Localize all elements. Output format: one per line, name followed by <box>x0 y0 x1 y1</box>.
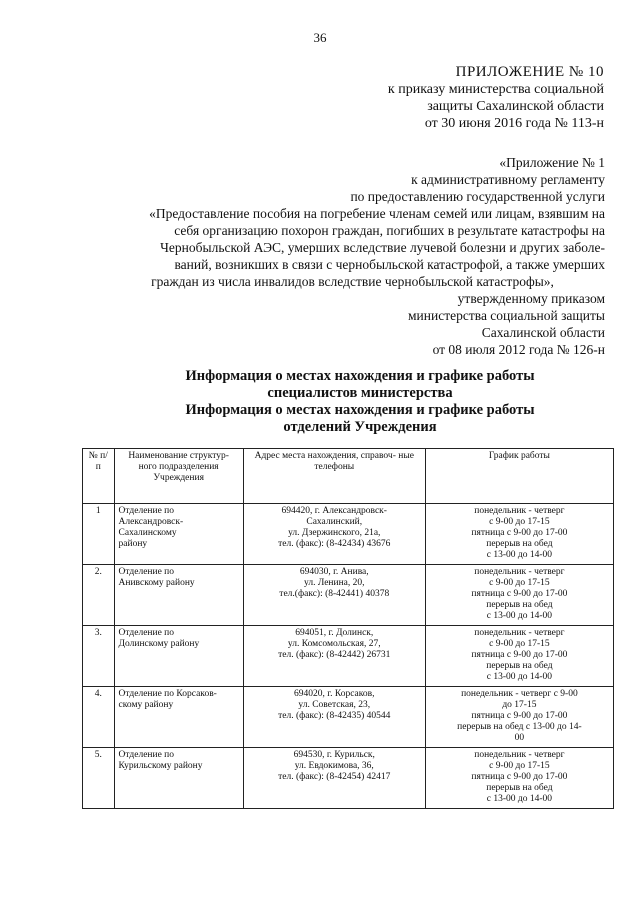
cell-line: понедельник - четверг <box>474 506 565 516</box>
cell-line: тел. (факс): (8-42434) 43676 <box>278 539 391 549</box>
row-name <box>114 504 243 565</box>
row-schedule <box>425 504 613 565</box>
table-row <box>83 687 614 748</box>
header-schedule: График работы <box>425 449 613 504</box>
cell-line: с 13-00 до 14-00 <box>486 794 553 804</box>
row-address <box>243 687 425 748</box>
section-heading <box>170 368 550 436</box>
regulation-line: «Предоставление пособия на погребение членам семей или лицам, взявшим на <box>149 206 605 221</box>
cell-line: до 17-15 <box>502 700 537 710</box>
cell-line: ул. Евдокимова, 36, <box>294 761 374 771</box>
table-row <box>83 565 614 626</box>
cell-line: понедельник - четверг с 9-00 <box>461 689 578 699</box>
row-number: 3. <box>83 626 115 687</box>
cell-line: 694530, г. Курильск, <box>293 750 375 760</box>
offices-table <box>82 448 614 809</box>
cell-line: с 13-00 до 14-00 <box>486 611 553 621</box>
appendix-line: защиты Сахалинской области <box>427 99 604 114</box>
row-name <box>114 748 243 809</box>
cell-line: пятница с 9-00 до 17-00 <box>471 528 568 538</box>
appendix-title: ПРИЛОЖЕНИЕ № 10 <box>455 64 604 80</box>
cell-line: 694420, г. Александровск- <box>281 506 387 516</box>
cell-line: Долинскому району <box>118 639 200 649</box>
table-row <box>83 748 614 809</box>
heading-line: отделений Учреждения <box>283 419 437 435</box>
regulation-line: «Приложение № 1 <box>499 155 605 170</box>
regulation-line: утвержденному приказом <box>457 291 605 306</box>
page-number: 36 <box>313 30 327 45</box>
cell-line: ул. Дзержинского, 21а, <box>288 528 381 538</box>
row-name <box>114 687 243 748</box>
cell-line: Анивскому району <box>118 578 195 588</box>
cell-line: району <box>118 539 148 549</box>
regulation-line: себя организацию похорон граждан, погибших в результате катастрофы на <box>174 223 605 238</box>
row-address <box>243 748 425 809</box>
cell-line: ул. Советская, 23, <box>298 700 371 710</box>
regulation-line: к административному регламенту <box>411 172 605 187</box>
regulation-line: ваний, возникших в связи с чернобыльской катастрофой, а также умерших <box>174 257 605 272</box>
regulation-line: от 08 июля 2012 года № 126-н <box>432 342 605 357</box>
cell-line: Александровск- <box>118 517 184 527</box>
heading-line: Информация о местах нахождения и графике работы <box>185 368 535 384</box>
regulation-line: Сахалинской области <box>481 325 605 340</box>
cell-line: перерыв на обед <box>486 539 553 549</box>
cell-line: перерыв на обед <box>486 600 553 610</box>
cell-line: 694020, г. Корсаков, <box>294 689 375 699</box>
regulation-line: министерства социальной защиты <box>408 308 605 323</box>
row-schedule <box>425 687 613 748</box>
row-schedule <box>425 565 613 626</box>
cell-line: перерыв на обед <box>486 783 553 793</box>
cell-line: с 13-00 до 14-00 <box>486 672 553 682</box>
heading-line: Информация о местах нахождения и графике работы <box>185 402 535 418</box>
cell-line: Отделение по <box>118 567 175 577</box>
row-number: 5. <box>83 748 115 809</box>
header-address: Адрес места нахождения, справоч- ные телефоны <box>243 449 425 504</box>
regulation-block <box>100 154 605 358</box>
row-name <box>114 626 243 687</box>
heading-line: специалистов министерства <box>267 385 453 401</box>
regulation-line: по предоставлению государственной услуги <box>350 189 605 204</box>
cell-line: пятница с 9-00 до 17-00 <box>471 650 568 660</box>
cell-line: Отделение по <box>118 750 175 760</box>
table-row <box>83 504 614 565</box>
appendix-line: от 30 июня 2016 года № 113-н <box>424 116 604 131</box>
cell-line: ул. Комсомольская, 27, <box>287 639 381 649</box>
cell-line: перерыв на обед <box>486 661 553 671</box>
row-schedule <box>425 626 613 687</box>
table-header-row <box>83 449 614 504</box>
cell-line: понедельник - четверг <box>474 567 565 577</box>
cell-line: 00 <box>514 733 525 743</box>
row-number: 4. <box>83 687 115 748</box>
cell-line: скому району <box>118 700 174 710</box>
row-name <box>114 565 243 626</box>
row-address <box>243 504 425 565</box>
cell-line: ул. Ленина, 20, <box>304 578 365 588</box>
cell-line: с 9-00 до 17-15 <box>489 639 550 649</box>
regulation-line: граждан из числа инвалидов вследствие чернобыльской катастрофы», <box>151 274 554 289</box>
cell-line: тел. (факс): (8-42454) 42417 <box>278 772 391 782</box>
cell-line: 694051, г. Долинск, <box>295 628 374 638</box>
cell-line: пятница с 9-00 до 17-00 <box>471 589 568 599</box>
cell-line: понедельник - четверг <box>474 750 565 760</box>
cell-line: с 9-00 до 17-15 <box>489 761 550 771</box>
appendix-line: к приказу министерства социальной <box>387 82 604 97</box>
header-name: Наименование структур- ного подразделения Учреждения <box>114 449 243 504</box>
cell-line: тел. (факс): (8-42435) 40544 <box>278 711 391 721</box>
cell-line: тел.(факс): (8-42441) 40378 <box>279 589 390 599</box>
regulation-line: Чернобыльской АЭС, умерших вследствие лучевой болезни и других заболе- <box>160 240 605 255</box>
cell-line: Сахалинский, <box>306 517 363 527</box>
row-schedule <box>425 748 613 809</box>
cell-line: Отделение по <box>118 628 175 638</box>
table-row <box>83 626 614 687</box>
row-address <box>243 565 425 626</box>
cell-line: Отделение по Корсаков- <box>118 689 217 699</box>
row-address <box>243 626 425 687</box>
cell-line: пятница с 9-00 до 17-00 <box>471 711 568 721</box>
cell-line: Сахалинскому <box>118 528 177 538</box>
cell-line: Отделение по <box>118 506 175 516</box>
cell-line: 694030, г. Анива, <box>299 567 369 577</box>
row-number: 2. <box>83 565 115 626</box>
header-number: № п/п <box>83 449 115 504</box>
cell-line: пятница с 9-00 до 17-00 <box>471 772 568 782</box>
cell-line: с 9-00 до 17-15 <box>489 517 550 527</box>
cell-line: понедельник - четверг <box>474 628 565 638</box>
cell-line: с 9-00 до 17-15 <box>489 578 550 588</box>
cell-line: перерыв на обед с 13-00 до 14- <box>457 722 582 732</box>
cell-line: Курильскому району <box>118 761 203 771</box>
row-number: 1 <box>83 504 115 565</box>
cell-line: тел. (факс): (8-42442) 26731 <box>278 650 391 660</box>
cell-line: с 13-00 до 14-00 <box>486 550 553 560</box>
appendix-block <box>388 64 604 132</box>
